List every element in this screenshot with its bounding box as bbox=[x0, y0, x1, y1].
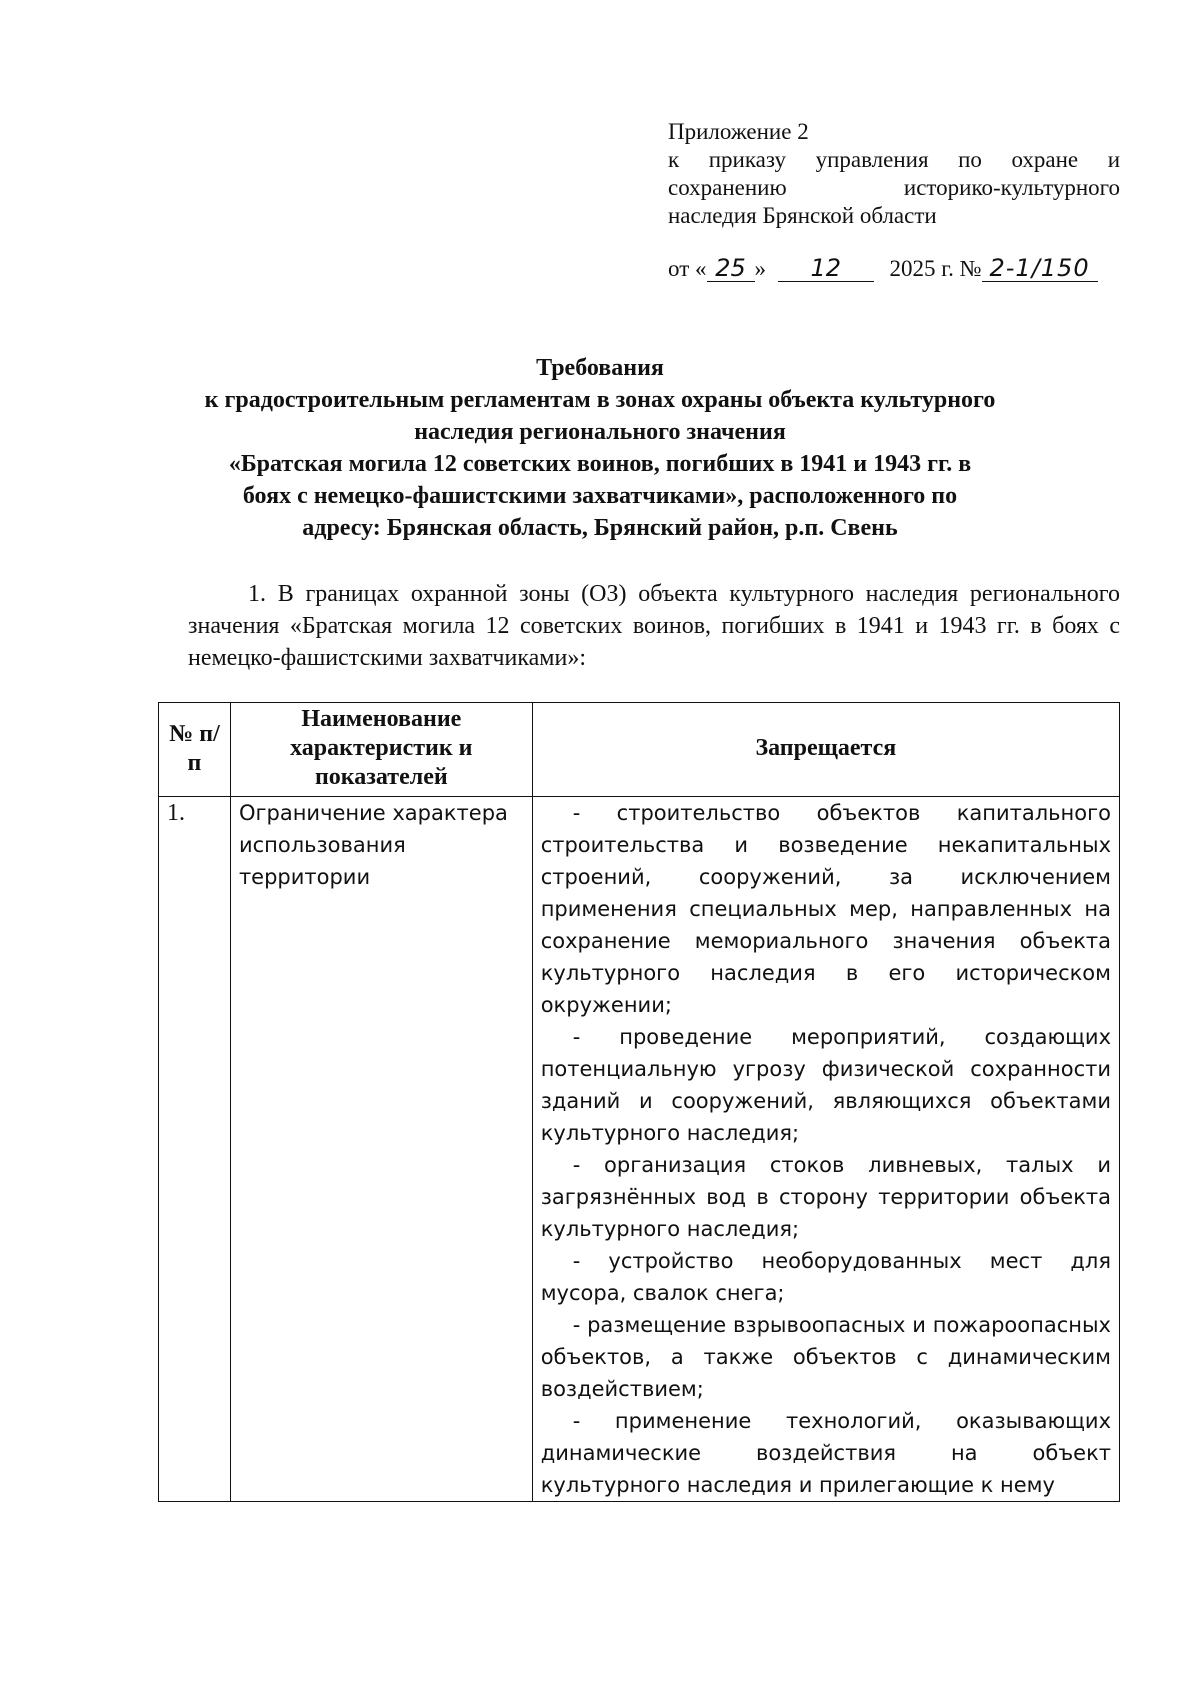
table-row bbox=[159, 797, 1120, 1502]
header-num: № п/п bbox=[159, 703, 231, 797]
forbidden-item: - строительство объектов капитального строительства и возведение некапитальных строений, сооружений, за исключением применения специальных мер, направленных на сохранение мемориального значения объекта культурного наследия в его историческом окружении; bbox=[540, 801, 1111, 1017]
row-num: 1. bbox=[159, 797, 231, 1502]
order-prefix: от « bbox=[668, 256, 707, 281]
requirements-table bbox=[158, 702, 1120, 1502]
order-year: 2025 г. № bbox=[889, 256, 982, 281]
heading-line-1: Требования bbox=[536, 355, 664, 381]
forbidden-item: - организация стоков ливневых, талых и загрязнённых вод в сторону территории объекта культурного наследия; bbox=[540, 1153, 1111, 1241]
order-number: 2-1/150 bbox=[982, 255, 1098, 282]
appendix-title: Приложение 2 bbox=[668, 119, 809, 144]
forbidden-item: - устройство необорудованных мест для мусора, свалок снега; bbox=[540, 1249, 1111, 1305]
order-mid: » bbox=[754, 256, 766, 281]
heading-line-6: адресу: Брянская область, Брянский район, р.п. Свень bbox=[302, 515, 898, 541]
forbidden-item: - размещение взрывоопасных и пожароопасных объектов, а также объектов с динамическим воздействием; bbox=[540, 1313, 1111, 1401]
heading-line-2: к градостроительным регламентам в зонах охраны объекта культурного bbox=[204, 387, 996, 413]
heading-line-3: наследия регионального значения bbox=[414, 419, 786, 445]
heading-line-5: боях с немецко-фашистскими захватчиками», расположенного по bbox=[242, 483, 958, 509]
forbidden-item: - проведение мероприятий, создающих потенциальную угрозу физической сохранности зданий и сооружений, являющихся объектами культурного наследия; bbox=[540, 1025, 1111, 1145]
appendix-line-2: сохранению историко-культурного bbox=[668, 175, 1120, 200]
header-name: Наименование характеристик и показателей bbox=[230, 703, 532, 797]
order-day: 25 bbox=[707, 255, 755, 282]
row-forbidden-list bbox=[532, 797, 1119, 1502]
order-month: 12 bbox=[778, 255, 874, 282]
row-name: Ограничение характера использования территории bbox=[230, 797, 532, 1502]
forbidden-item: - применение технологий, оказывающих динамические воздействия на объект культурного наследия и прилегающие к нему bbox=[540, 1409, 1111, 1497]
intro-paragraph: 1. В границах охранной зоны (ОЗ) объекта культурного наследия регионального значения «Братская могила 12 советских воинов, погибших в 1941 и 1943 гг. в боях с немецко-фашистскими захватчиками»: bbox=[188, 581, 1120, 671]
table-header-row bbox=[159, 703, 1120, 797]
heading-line-4: «Братская могила 12 советских воинов, погибших в 1941 и 1943 гг. в bbox=[228, 451, 972, 477]
document-heading bbox=[140, 352, 1060, 544]
appendix-header bbox=[668, 118, 1120, 230]
header-forbidden: Запрещается bbox=[532, 703, 1119, 797]
appendix-line-1: к приказу управления по охране и bbox=[668, 147, 1120, 172]
order-date-number bbox=[668, 254, 1098, 284]
appendix-line-3: наследия Брянской области bbox=[668, 203, 937, 228]
